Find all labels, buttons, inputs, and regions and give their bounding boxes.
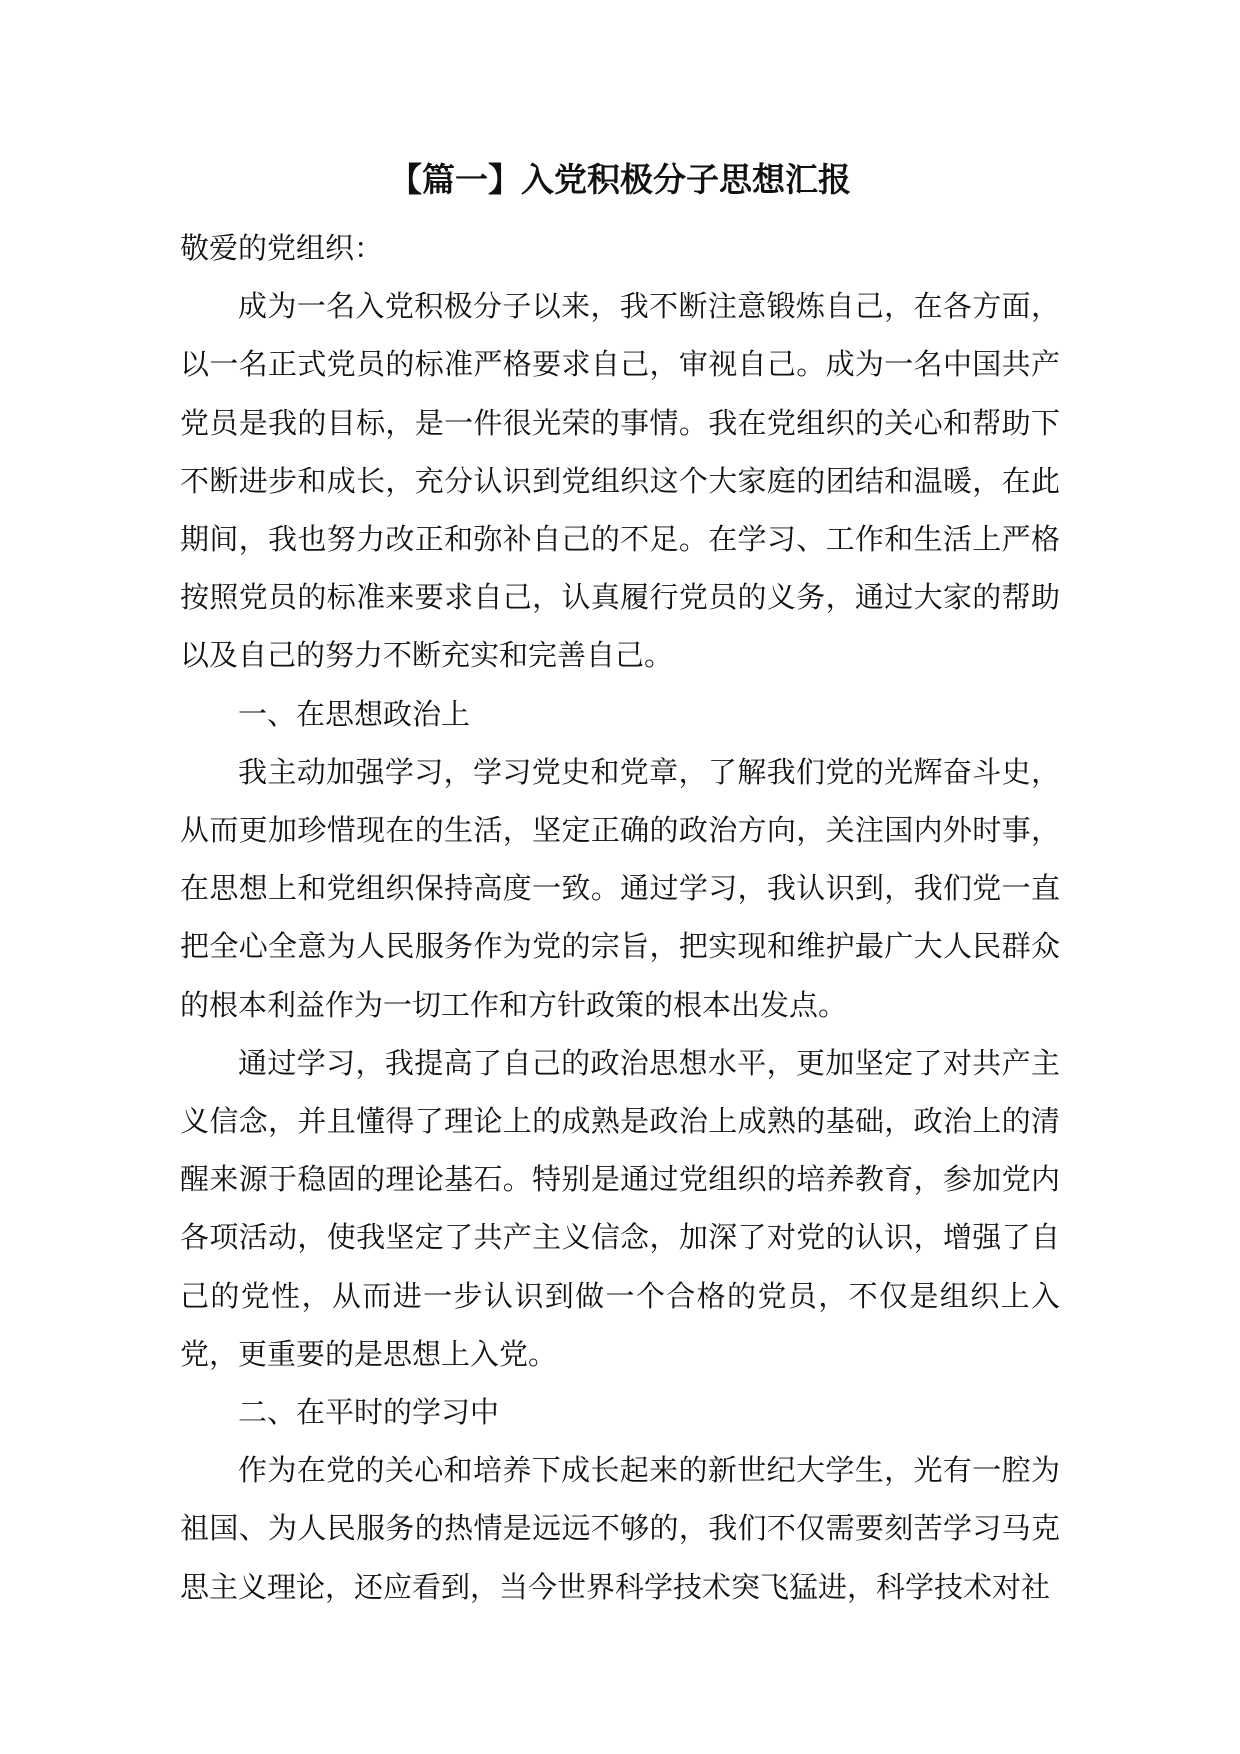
salutation: 敬爱的党组织：	[180, 231, 384, 265]
document-title: 【篇一】入党积极分子思想汇报	[389, 160, 851, 199]
section-heading-political: 一、在思想政治上	[238, 696, 471, 731]
paragraph-political-belief: 通过学习，我提高了自己的政治思想水平，更加坚定了对共产主义信念，并且懂得了理论上的成熟是政治上成熟的基础，政治上的清醒来源于稳固的理论基石。特别是通过党组织的培养教育，参加党内各项活动，使我坚定了共产主义信念，加深了对党的认识，增强了自己的党性，从而进一步认识到做一个合格的党员，不仅是组织上入党，更重要的是思想上入党。	[180, 1045, 1060, 1371]
section-heading-study: 二、在平时的学习中	[238, 1395, 500, 1430]
paragraph-intro: 成为一名入党积极分子以来，我不断注意锻炼自己，在各方面，以一名正式党员的标准严格要求自己，审视自己。成为一名中国共产党员是我的目标，是一件很光荣的事情。我在党组织的关心和帮助下不断进步和成长，充分认识到党组织这个大家庭的团结和温暖，在此期间，我也努力改正和弥补自己的不足。在学习、工作和生活上严格按照党员的标准来要求自己，认真履行党员的义务，通过大家的帮助以及自己的努力不断充实和完善自己。	[180, 289, 1060, 673]
document-body	[180, 219, 1060, 1616]
paragraph-study: 作为在党的关心和培养下成长起来的新世纪大学生，光有一腔为祖国、为人民服务的热情是远远不够的，我们不仅需要刻苦学习马克思主义理论，还应看到，当今世界科学技术突飞猛进，科学技术对社	[180, 1453, 1060, 1604]
paragraph-political-study: 我主动加强学习，学习党史和党章，了解我们党的光辉奋斗史，从而更加珍惜现在的生活，坚定正确的政治方向，关注国内外时事，在思想上和党组织保持高度一致。通过学习，我认识到，我们党一直把全心全意为人民服务作为党的宗旨，把实现和维护最广大人民群众的根本利益作为一切工作和方针政策的根本出发点。	[180, 754, 1060, 1022]
